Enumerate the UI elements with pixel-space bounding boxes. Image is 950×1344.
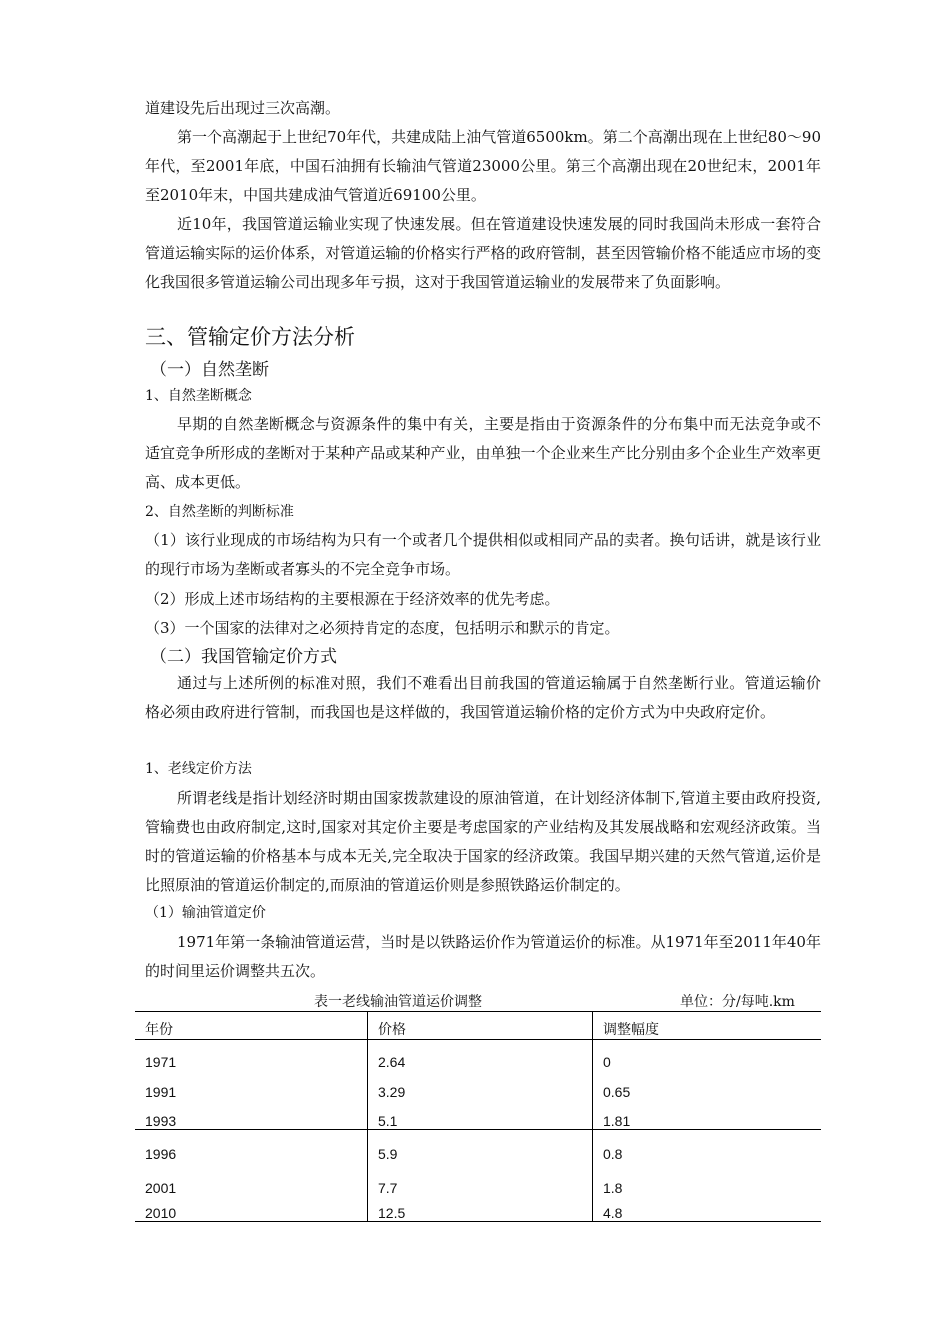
intro-paragraph-1: 第一个高潮起于上世纪70年代，共建成陆上油气管道6500km。第二个高潮出现在上世纪80～90年代，至2001年底，中国石油拥有长输油气管道23000公里。第三个高潮出现在20世纪末，2001年至2010年末，中国共建成油气管道近69100公里。 <box>145 128 821 204</box>
cell-year: 1996 <box>145 1145 177 1162</box>
table-header-row <box>135 1012 821 1040</box>
cell-adjustment: 4.8 <box>593 1196 822 1222</box>
subsection-2-title: （二）我国管输定价方式 <box>150 647 337 667</box>
table-row <box>135 1070 821 1100</box>
intro-paragraph-0: 道建设先后出现过三次高潮。 <box>145 99 341 117</box>
cell-year: 2001 <box>145 1179 177 1196</box>
pricing-method-text: 通过与上述所例的标准对照，我们不难看出目前我国的管道运输属于自然垄断行业。管道运输价格必须由政府进行管制，而我国也是这样做的，我国管道运输价格的定价方式为中央政府定价。 <box>145 674 821 721</box>
cell-year: 1991 <box>145 1083 177 1100</box>
table-caption: 表一老线输油管道运价调整 <box>314 994 482 1010</box>
cell-adjustment: 1.81 <box>593 1100 822 1130</box>
table-row <box>135 1130 821 1162</box>
criterion-2: （2）形成上述市场结构的主要根源在于经济效率的优先考虑。 <box>145 590 560 608</box>
cell-adjustment: 0 <box>593 1040 822 1070</box>
cell-year: 1971 <box>145 1053 177 1070</box>
oil-pipeline-pricing-title: （1）输油管道定价 <box>145 905 266 921</box>
table-row <box>135 1040 821 1070</box>
cell-year: 2010 <box>135 1196 368 1222</box>
item-2-title: 2、自然垄断的判断标准 <box>145 504 294 520</box>
criterion-1: （1）该行业现成的市场结构为只有一个或者几个提供相似或相同产品的卖者。换句话讲，就是该行业的现行市场为垄断或者寡头的不完全竞争市场。 <box>145 531 821 578</box>
table-row <box>135 1162 821 1196</box>
header-price: 价格 <box>368 1012 593 1040</box>
cell-price: 5.9 <box>368 1130 593 1162</box>
cell-adjustment: 0.8 <box>593 1130 822 1162</box>
table-row <box>135 1100 821 1130</box>
old-line-pricing-title: 1、老线定价方法 <box>145 761 252 777</box>
cell-year: 1993 <box>135 1100 368 1130</box>
cell-adjustment: 1.8 <box>593 1162 822 1196</box>
cell-adjustment: 0.65 <box>593 1070 822 1100</box>
cell-price: 12.5 <box>368 1196 593 1222</box>
cell-price: 2.64 <box>368 1040 593 1070</box>
table-unit: 单位：分/每吨.km <box>680 994 795 1010</box>
header-year: 年份 <box>135 1012 368 1040</box>
header-adjustment: 调整幅度 <box>593 1012 822 1040</box>
cell-price: 7.7 <box>368 1162 593 1196</box>
subsection-1-title: （一）自然垄断 <box>150 360 269 380</box>
cell-price: 3.29 <box>368 1070 593 1100</box>
criterion-3: （3）一个国家的法律对之必须持肯定的态度，包括明示和默示的肯定。 <box>145 619 620 637</box>
price-adjustment-table <box>135 1011 821 1222</box>
section-3-title: 三、管输定价方法分析 <box>145 325 355 349</box>
intro-paragraph-2: 近10年，我国管道运输业实现了快速发展。但在管道建设快速发展的同时我国尚未形成一套符合管道运输实际的运价体系，对管道运输的价格实行严格的政府管制，甚至因管输价格不能适应市场的变化我国很多管道运输公司出现多年亏损，这对于我国管道运输业的发展带来了负面影响。 <box>145 215 821 291</box>
oil-pipeline-pricing-text: 1971年第一条输油管道运营，当时是以铁路运价作为管道运价的标准。从1971年至2011年40年的时间里运价调整共五次。 <box>145 933 821 980</box>
natural-monopoly-concept-text: 早期的自然垄断概念与资源条件的集中有关，主要是指由于资源条件的分布集中而无法竞争或不适宜竞争所形成的垄断对于某种产品或某种产业，由单独一个企业来生产比分别由多个企业生产效率更高、成本更低。 <box>145 415 821 491</box>
table-row <box>135 1196 821 1222</box>
item-1-title: 1、自然垄断概念 <box>145 388 252 404</box>
cell-price: 5.1 <box>368 1100 593 1130</box>
old-line-pricing-text: 所谓老线是指计划经济时期由国家拨款建设的原油管道，在计划经济体制下,管道主要由政府投资,管输费也由政府制定,这时,国家对其定价主要是考虑国家的产业结构及其发展战略和宏观经济政策。当时的管道运输的价格基本与成本无关,完全取决于国家的经济政策。我国早期兴建的天然气管道,运价是比照原油的管道运价制定的,而原油的管道运价则是参照铁路运价制定的。 <box>145 789 821 894</box>
